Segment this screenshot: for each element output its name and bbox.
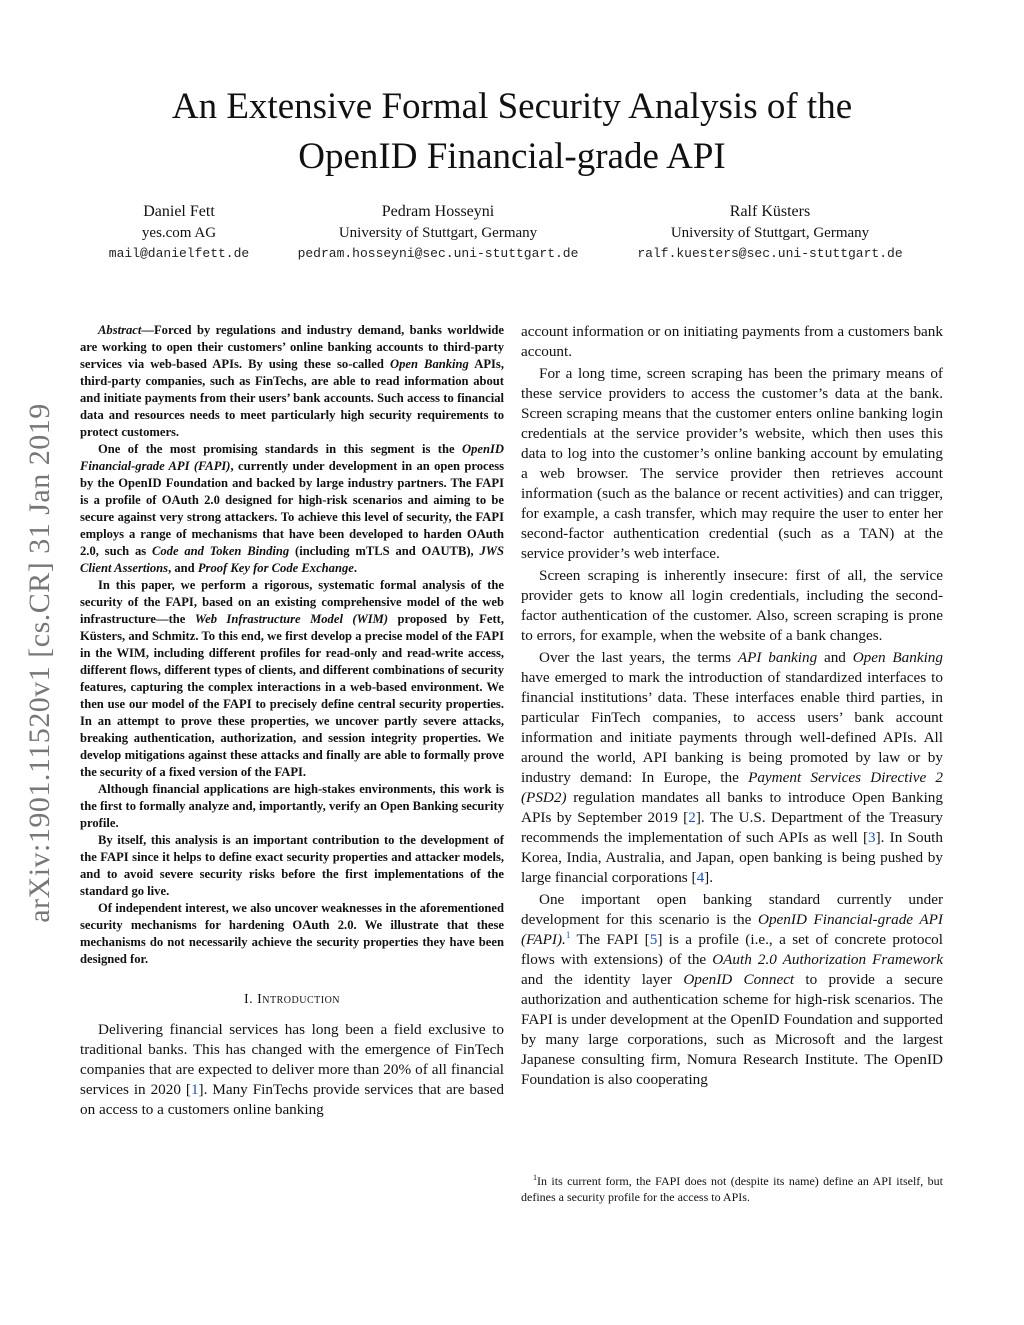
abstract-heading: Abstract xyxy=(98,323,142,337)
paper-title-line1: An Extensive Formal Security Analysis of the xyxy=(171,86,853,127)
intro-paragraph: For a long time, screen scraping has been the primary means of these service providers to access the customer’s data at the bank. Screen scraping means that the customer enters online banking login credentials at the service provider’s website, which then uses this data to log into the customer’s online banking account by emulating a web browser. The service provider then retrieves account information (such as the balance or recent activities) and can trigger, for example, a cash transfer, which may require the user to enter her second-factor authentication credential (such as a TAN) at the service provider’s web interface. xyxy=(521,365,943,562)
abstract-paragraph: Of independent interest, we also uncover weaknesses in the aforementioned security mechanisms for hardening OAuth 2.0. We illustrate that these mechanisms do not necessarily achieve the security properties they have been designed for. xyxy=(80,901,504,966)
author-affiliation: University of Stuttgart, Germany xyxy=(338,225,538,241)
abstract-paragraph: One of the most promising standards in this segment is the OpenID Financial-grade API (FAPI), currently under development in an open process by the OpenID Foundation and backed by large industry partners. The FAPI is a profile of OAuth 2.0 designed for high-risk scenarios and aiming to be secure against very strong attackers. To achieve this level of security, the FAPI employs a range of mechanisms that have been developed to harden OAuth 2.0, such as Code and Token Binding (including mTLS and OAUTB), JWS Client Assertions, and Proof Key for Code Exchange. xyxy=(80,442,504,575)
author-email: mail@danielfett.de xyxy=(108,246,250,261)
right-column xyxy=(521,322,943,1090)
author-name: Ralf Küsters xyxy=(729,203,811,220)
section-title: Introduction xyxy=(257,992,341,1007)
author-affiliation: yes.com AG xyxy=(141,225,217,241)
author-3 xyxy=(600,202,940,264)
citation-link[interactable]: 3 xyxy=(868,829,876,846)
intro-left xyxy=(80,1020,504,1120)
paper-title-line2: OpenID Financial-grade API xyxy=(298,136,726,177)
citation-link[interactable]: 1 xyxy=(190,1081,199,1098)
abstract-paragraph: Although financial applications are high-stakes environments, this work is the first to formally analyze and, importantly, verify an Open Banking security profile. xyxy=(80,782,504,830)
arxiv-identifier-text: arXiv:1901.11520v1 [cs.CR] 31 Jan 2019 xyxy=(23,403,57,923)
abstract-paragraph: In this paper, we perform a rigorous, systematic formal analysis of the security of the FAPI, based on an existing comprehensive model of the web infrastructure—the Web Infrastructure Model (WIM) proposed by Fett, Küsters, and Schmitz. To this end, we first develop a precise model of the FAPI in the WIM, including different profiles for read-only and read-write access, different flows, different types of clients, and different combinations of security features, capturing the complex interactions in a web-based environment. We then use our model of the FAPI to precisely define central security properties. In an attempt to prove these properties, we uncover partly severe attacks, breaking authentication, authorization, and session integrity properties. We develop mitigations against these attacks and finally are able to formally prove the security of a fixed version of the FAPI. xyxy=(80,578,504,779)
citation-link[interactable]: 5 xyxy=(649,931,658,948)
arxiv-identifier xyxy=(20,358,60,968)
author-affiliation: University of Stuttgart, Germany xyxy=(670,225,870,241)
author-name: Daniel Fett xyxy=(143,203,215,220)
author-name: Pedram Hosseyni xyxy=(381,203,495,220)
intro-paragraph: Delivering financial services has long been a field exclusive to traditional banks. This has changed with the emergence of FinTech companies that are expected to deliver more than 20% of all financial services in 2020 [1]. Many FinTechs provide services that are based on access to a customers online banking xyxy=(80,1021,504,1118)
footnote-reference[interactable]: 1 xyxy=(565,929,571,940)
citation-link[interactable]: 2 xyxy=(688,809,696,826)
citation-link[interactable]: 4 xyxy=(696,869,705,886)
left-column xyxy=(80,322,504,1120)
footnote-text: In its current form, the FAPI does not (despite its name) define an API itself, but defines a security profile for the access to APIs. xyxy=(521,1174,943,1204)
intro-paragraph: Over the last years, the terms API banking and Open Banking have emerged to mark the introduction of standardized interfaces to financial institutions’ data. These interfaces enable third parties, in particular FinTech companies, to access users’ bank account information and initiate payments through well-defined APIs. All around the world, API banking is being promoted by law or by industry demand: In Europe, the Payment Services Directive 2 (PSD2) regulation mandates all banks to introduce Open Banking APIs by September 2019 [2]. The U.S. Department of the Treasury recommends the implementation of such APIs as well [3]. In South Korea, India, Australia, and Japan, open banking is being pushed by large financial corporations [4]. xyxy=(521,649,943,886)
abstract-paragraph: Abstract—Forced by regulations and industry demand, banks worldwide are working to open their customers’ online banking accounts to third-party services via web-based APIs. By using these so-called Open Banking APIs, third-party companies, such as FinTechs, are able to read information about and initiate payments from their users’ bank accounts. Such access to financial data and resources needs to meet particularly high security requirements to protect customers. xyxy=(80,323,504,439)
intro-paragraph: Screen scraping is inherently insecure: first of all, the service provider gets to know all login credentials, including the second-factor authentication of the customer. Also, screen scraping is prone to errors, for example, when the website of a bank changes. xyxy=(521,567,943,644)
footnote-mark: 1 xyxy=(533,1173,537,1182)
intro-paragraph: One important open banking standard currently under development for this scenario is the OpenID Financial-grade API (FAPI).$^1$ The FAPI [5] is a profile (i.e., a set of concrete protocol flows with extensions) of the OAuth 2.0 Authorization Framework and the identity layer OpenID Connect to provide a secure authorization and authentication scheme for high-risk scenarios. The FAPI is under development at the OpenID Foundation and supported by many large corporations, such as Microsoft and the largest Japanese consulting firm, Nomura Research Institute. The OpenID Foundation is also cooperating xyxy=(521,891,943,1088)
abstract-paragraph: By itself, this analysis is an important contribution to the development of the FAPI since it helps to define exact security properties and attacker models, and to avoid severe security risks before the first implementations of the standard go live. xyxy=(80,833,504,898)
section-number: I. xyxy=(243,992,254,1007)
footnote xyxy=(521,1170,943,1205)
paper-title xyxy=(0,82,1024,182)
abstract xyxy=(80,322,504,968)
author-email: ralf.kuesters@sec.uni-stuttgart.de xyxy=(637,246,903,261)
section-heading-introduction xyxy=(80,992,504,1008)
author-email: pedram.hosseyni@sec.uni-stuttgart.de xyxy=(297,246,579,261)
author-2 xyxy=(268,202,608,264)
intro-paragraph-continued: account information or on initiating payments from a customers bank account. xyxy=(521,323,943,360)
